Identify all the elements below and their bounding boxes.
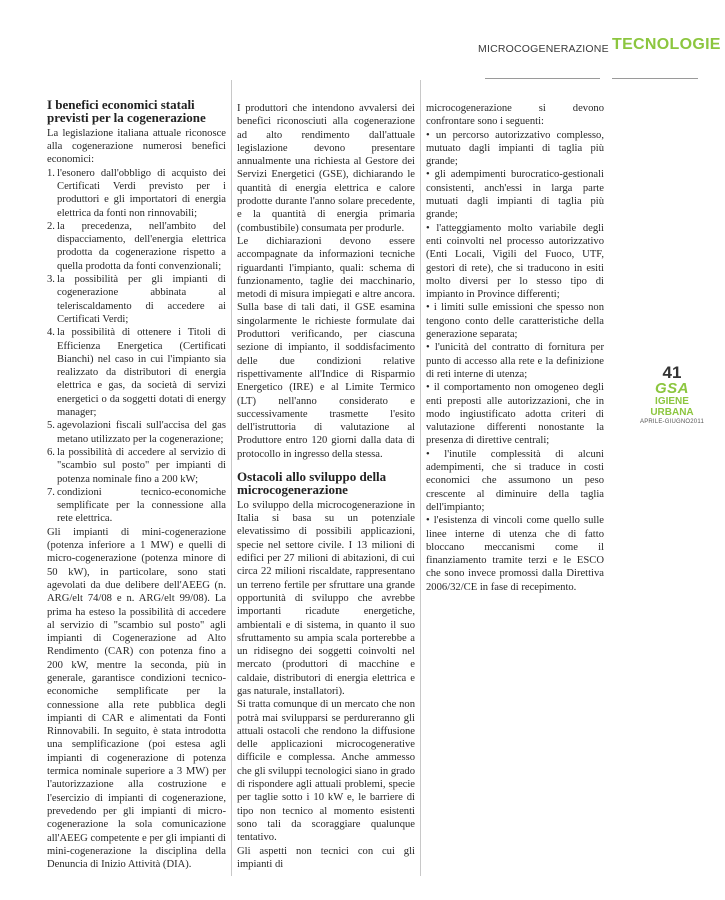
list-item: • l'esistenza di vincoli come quello sulle linee interne di utenza che di fatto bloccano meccanismi come il finanziamento tramite terzi e le ESCO che sono invece promossi dalla Direttiva 2006/32/CE in fase di recepimento.: [426, 515, 604, 593]
list-item: 4. la possibilità di ottenere i Titoli di Efficienza Energetica (Certificati Bianchi) nel caso in cui l'impianto sia realizzato da distributori di energia elettrica e gas, da società di servizi energetici o da soggetti dotati di energy manager;: [47, 327, 226, 419]
list-item: • un percorso autorizzativo complesso, mutuato dagli impianti di taglia più grande;: [426, 129, 604, 168]
issue-date: APRILE-GIUGNO2011: [640, 419, 704, 425]
paragraph: I produttori che intendono avvalersi dei benefici riconosciuti alla cogenerazione ad alto rendimento dall'attuale legislazione devono presentare annualmente una richiesta al Gestore dei Servizi Energetici (GSE), dichiarando le quantità di energia elettrica e calore prodotte durante l'anno solare precedente, e la quantità di energia primaria (combustibile) consumata per produrle.: [237, 103, 415, 234]
list-item: • l'unicità del contratto di fornitura per punto di accesso alla rete e la definizione di reti interne di utenza;: [426, 342, 604, 380]
list-item: • il comportamento non omogeneo degli enti preposti alle autorizzazioni, che in modo ingiustificato adotta criteri di valutazione differenti nonostante la presenza di direttive centrali;: [426, 382, 604, 447]
paragraph: La legislazione italiana attuale riconosce alla cogenerazione numerosi benefici economici:: [47, 127, 226, 166]
paragraph: microcogenerazione si devono confrontare sono i seguenti:: [426, 103, 604, 128]
list-item: 3. la possibilità per gli impianti di cogenerazione abbinata al teleriscaldamento di accedere ai Certificati Verdi;: [47, 274, 226, 325]
list-item: • i limiti sulle emissioni che spesso non tengono conto delle caratteristiche della generazione separata;: [426, 302, 604, 341]
list-item: 7. condizioni tecnico-economiche semplificate per la connessione alla rete elettrica.: [47, 486, 226, 525]
section-heading: Ostacoli allo sviluppo della microcogenerazione: [237, 469, 387, 498]
section-heading: I benefici economici statali previsti per la cogenerazione: [47, 97, 206, 126]
paragraph: Le dichiarazioni devono essere accompagnate da informazioni tecniche riguardanti l'impianto, quali: schema di funzionamento, taglie dei macchinario, metodi di misura impiegati e altre ancora. Sulla base di tali dati, il GSE esamina singolarmente le richieste formulate dai Produttori verificando, per ciascuna sezione di impianto, il soddisfacimento delle due condizioni relative rispettivamente all'Indice di Risparmio Energetico (IRE) e al Limite Termico (LT) nell'anno considerato e successivamente trasmette l'esito dell'istruttoria di valutazione al Produttore entro 120 giorni dalla data di protocollo in ingresso della stessa.: [237, 235, 415, 460]
list-item: 1. l'esonero dall'obbligo di acquisto dei Certificati Verdi previsto per i produttori e gli importatori di energia elettrica da fonti non rinnovabili;: [47, 167, 226, 219]
list-item: • l'atteggiamento molto variabile degli enti coinvolti nel processo autorizzativo (Enti Locali, Vigili del Fuoco, UTF, gestori di rete), che si traducono in esiti molto diversi per lo stesso tipo di impianto in Province differenti;: [426, 222, 604, 301]
column-divider: [420, 80, 421, 876]
list-item: • gli adempimenti burocratico-gestionali consistenti, anch'essi in larga parte mutuati dagli impianti di taglia più grande;: [426, 169, 604, 221]
benefits-list: [47, 167, 226, 526]
section-title: MICROCOGENERAZIONE: [478, 43, 609, 55]
list-item: • l'inutile complessità di alcuni adempimenti, che si traduce in costi economici che assumono un peso crescente al diminuire della taglia dell'impianto;: [426, 448, 604, 513]
obstacles-list: [426, 129, 604, 594]
list-item: 2. la precedenza, nell'ambito del dispacciamento, dell'energia elettrica prodotta da cogenerazione rispetto a quella prodotta da fonti convenzionali;: [47, 220, 226, 272]
page-footer: [633, 364, 711, 426]
magazine-name: IGIENE URBANA: [650, 396, 694, 418]
header-rule-category: [612, 78, 698, 79]
list-item: 5. agevolazioni fiscali sull'accisa del gas metano utilizzato per la cogenerazione;: [47, 420, 226, 445]
magazine-logo: GSA: [654, 380, 689, 397]
paragraph: Si tratta comunque di un mercato che non potrà mai svilupparsi se perdureranno gli attuali ostacoli che rendono la diffusione delle applicazioni microcogenerative difficile e complessa. Anche ammesso che gli sviluppi tecnologici siano in grado di rispondere agli attuali problemi, specie per taglie sotto i 10 kW e, le barriere di tipo non tecnico al momento esistenti sono tali da scoraggiare qualunque tentativo.: [237, 699, 415, 844]
column-divider: [231, 80, 232, 876]
header-rule: [485, 78, 600, 79]
category-title: TECNOLOGIE: [612, 36, 721, 53]
paragraph: Gli aspetti non tecnici con cui gli impianti di: [237, 845, 415, 870]
column-2: [237, 102, 415, 871]
list-item: 6. la possibilità di accedere al servizio di "scambio sul posto" per impianti di potenza nominale fino a 200 kW;: [47, 446, 226, 485]
paragraph: Lo sviluppo della microcogenerazione in Italia si basa su un potenziale elevatissimo di possibili applicazioni, specie nel settore civile. I 13 milioni di edifici per 27 milioni di abitazioni, di cui circa 22 milioni riscaldate, rappresentano un terreno fertile per sfruttare una grande opportunità di sviluppo che avrebbe importanti ricadute energetiche, ambientali e di sistema, in quanto il suo sfruttamento su ampia scala porterebbe a un ridisegno dei soggetti coinvolti nel mercato (produttori di macchine e caldaie, distributori di energia elettrica e gas naturale, installatori).: [237, 499, 415, 697]
column-1: [47, 98, 226, 871]
column-3: [426, 102, 604, 594]
paragraph: Gli impianti di mini-cogenerazione (potenza inferiore a 1 MW) e quelli di micro-cogenerazione (potenza minore di 50 kW), in particolare, sono stati agevolati da due delibere dell'AEEG (n. ARG/elt 74/08 e n. ARG/elt 99/08). La prima ha esteso la possibilità di accedere al servizio di "scambio sul posto" agli impianti di Cogenerazione ad Alto Rendimento (CAR) con potenza fino a 200 kW, mentre la seconda, più in generale, garantisce condizioni tecnico-economiche semplificate per la connessione alla rete pubblica degli impianti di CAR e alimentati da Fonti Rinnovabili. In seguito, è stata introdotta una semplificazione (poi estesa agli impianti di cogenerazione di potenza termica nominale superiore a 3 MW) per l'autorizzazione alla costruzione e l'esercizio di impianti di cogenerazione, prevedendo per gli impianti di micro-cogenerazione la sola comunicazione all'AEEG competente e per gli impianti di mini-cogenerazione la disciplina della Denuncia di Inizio Attività (DIA).: [47, 526, 226, 871]
page-number: 41: [662, 363, 682, 382]
